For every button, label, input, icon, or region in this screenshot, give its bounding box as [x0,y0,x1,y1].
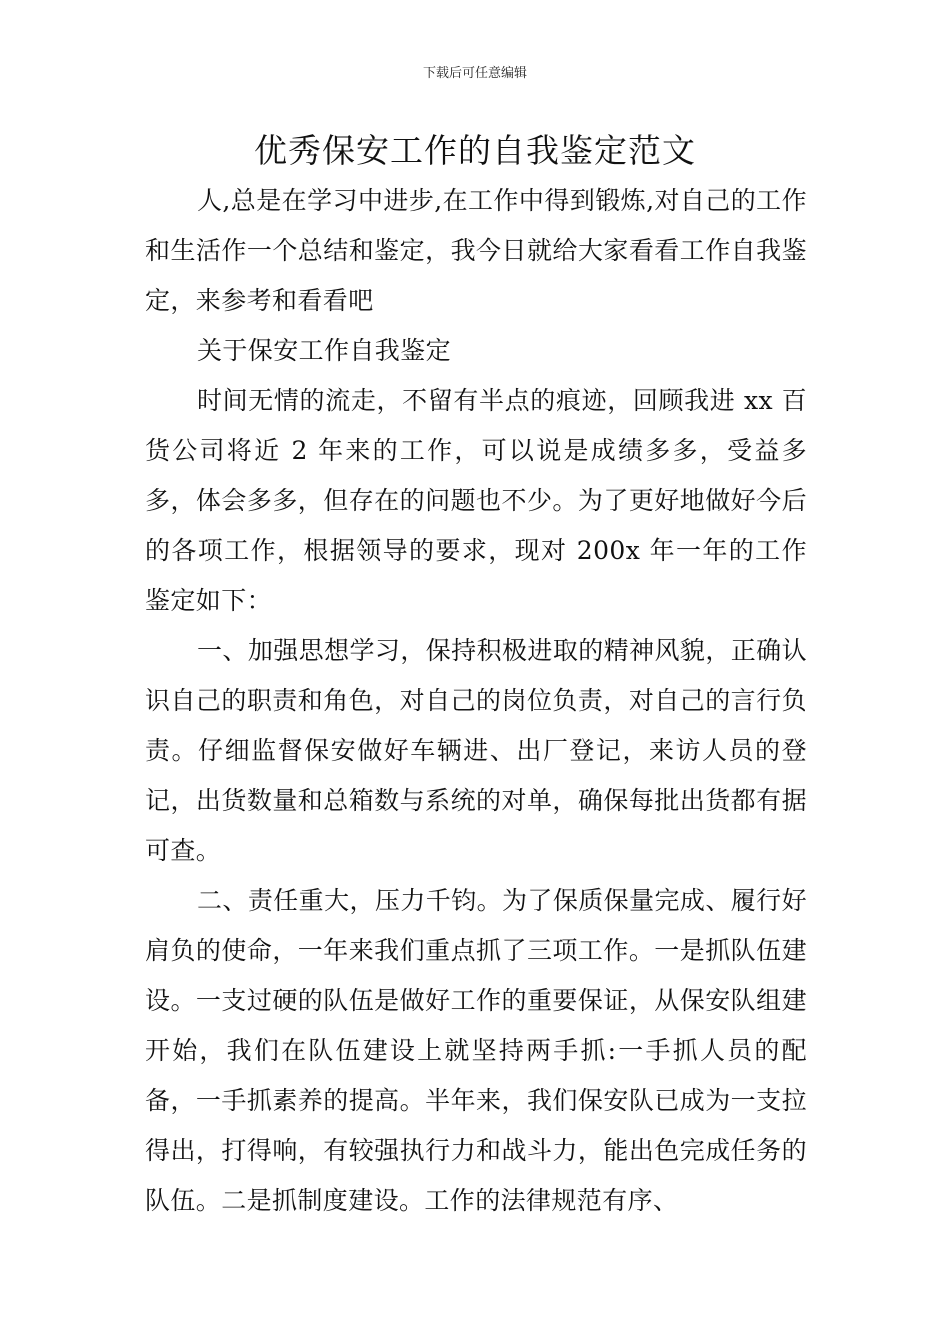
intro-paragraph: 人,总是在学习中进步,在工作中得到锻炼,对自己的工作和生活作一个总结和鉴定，我今日就给大家看看工作自我鉴定，来参考和看看吧 [145,186,807,315]
document-title: 优秀保安工作的自我鉴定范文 [254,131,696,170]
header-note: 下载后可任意编辑 [422,66,527,81]
body-paragraph: 一、加强思想学习，保持积极进取的精神风貌，正确认识自己的职责和角色，对自己的岗位负责，对自己的言行负责。仔细监督保安做好车辆进、出厂登记，来访人员的登记，出货数量和总箱数与系统的对单，确保每批出货都有据可查。 [145,636,807,865]
section-heading: 关于保安工作自我鉴定 [197,336,452,365]
body-paragraph: 时间无情的流走，不留有半点的痕迹，回顾我进 xx 百货公司将近 2 年来的工作，可以说是成绩多多，受益多多，体会多多，但存在的问题也不少。为了更好地做好今后的各项工作，根据领导的要求，现对 200x 年一年的工作鉴定如下： [145,386,807,615]
document-body [145,176,807,1226]
body-paragraph: 二、责任重大，压力千钧。为了保质保量完成、履行好肩负的使命，一年来我们重点抓了三项工作。一是抓队伍建设。一支过硬的队伍是做好工作的重要保证，从保安队组建开始，我们在队伍建设上就坚持两手抓:一手抓人员的配备，一手抓素养的提高。半年来，我们保安队已成为一支拉得出，打得响，有较强执行力和战斗力，能出色完成任务的队伍。二是抓制度建设。工作的法律规范有序、 [145,886,807,1215]
